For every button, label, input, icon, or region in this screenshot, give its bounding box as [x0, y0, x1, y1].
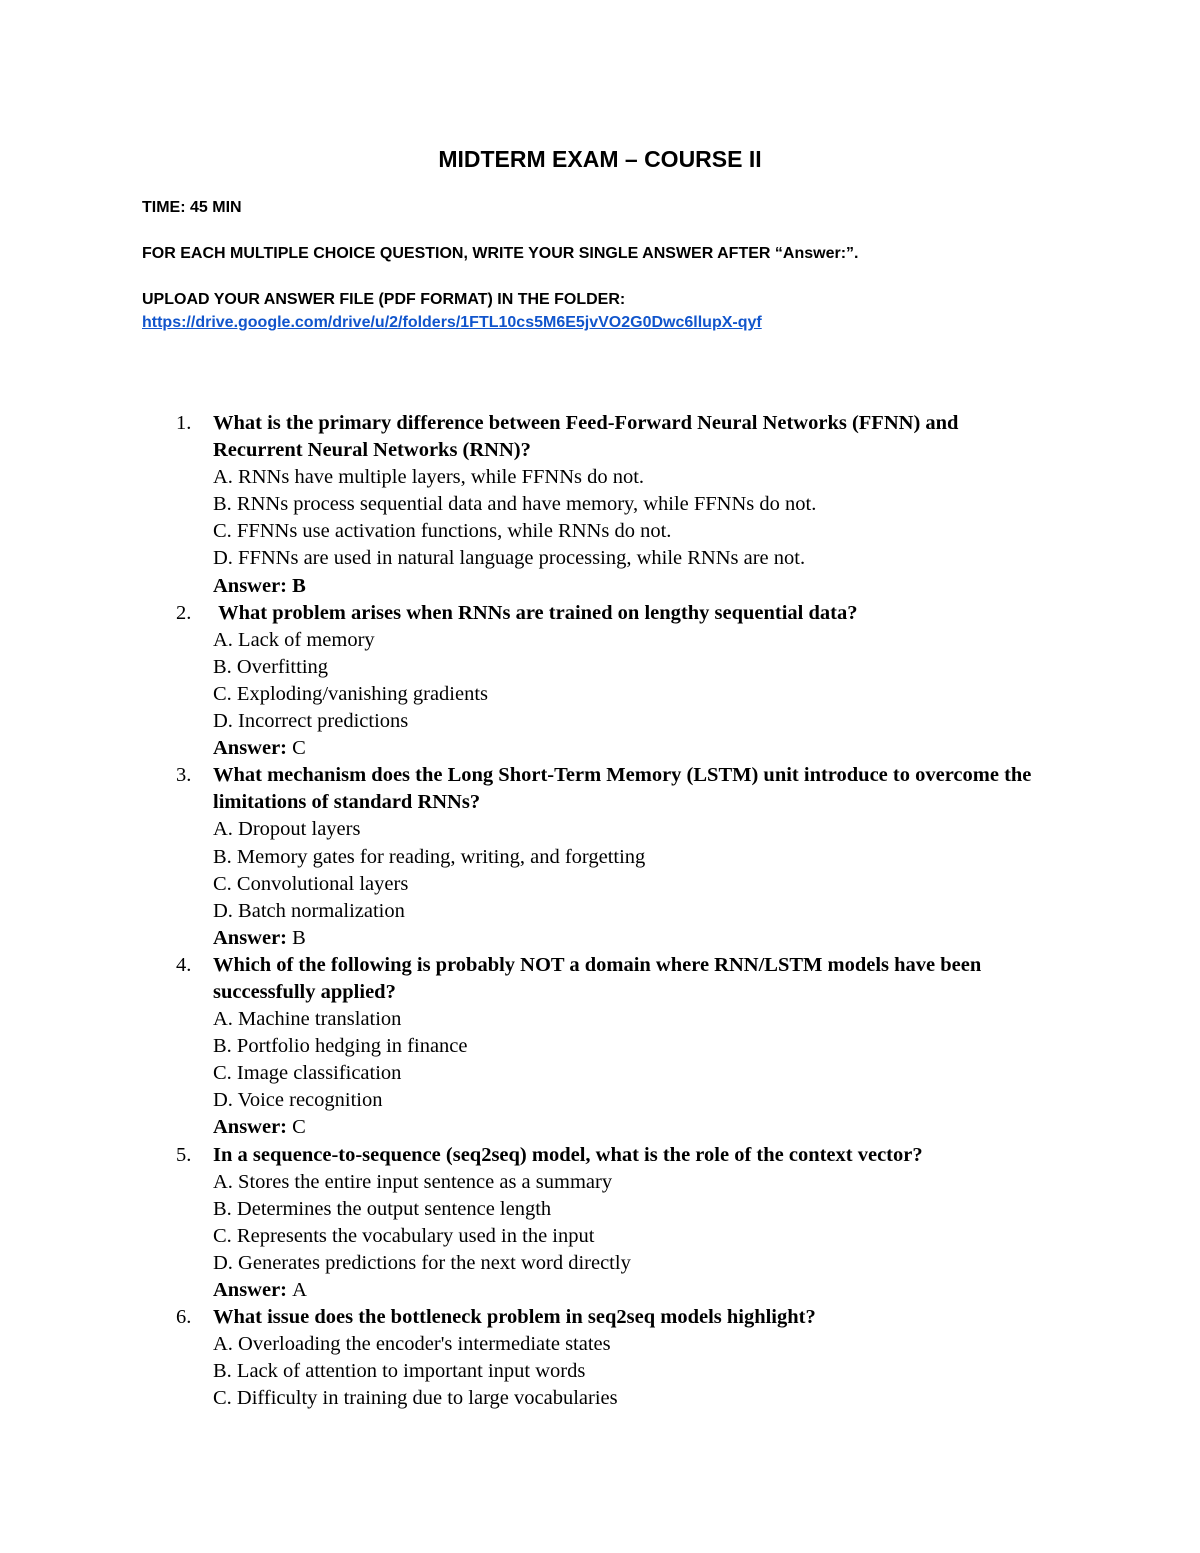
answer-value: C	[292, 737, 306, 760]
question-number: 4.	[176, 953, 192, 976]
question-text: In a sequence-to-sequence (seq2seq) model, what is the role of the context vector?	[213, 1143, 923, 1166]
question-text: What issue does the bottleneck problem in seq2seq models highlight?	[213, 1306, 816, 1329]
answer-option: A. Machine translation	[213, 1008, 402, 1031]
upload-instructions: UPLOAD YOUR ANSWER FILE (PDF FORMAT) IN THE FOLDER:	[142, 291, 626, 308]
page-title: MIDTERM EXAM – COURSE II	[438, 146, 762, 172]
answer-label: Answer:	[213, 737, 293, 760]
question-text: What problem arises when RNNs are trained on lengthy sequential data?	[213, 601, 858, 624]
question-text: Which of the following is probably NOT a domain where RNN/LSTM models have been successfully applied?	[213, 953, 987, 1003]
answer-option: D. Voice recognition	[213, 1089, 383, 1112]
answer-value: B	[292, 574, 306, 597]
answer-option: A. Overloading the encoder's intermediate states	[213, 1333, 611, 1356]
answer-option: B. Lack of attention to important input words	[213, 1360, 586, 1383]
answer-option: C. Convolutional layers	[213, 872, 409, 895]
answer-option: C. FFNNs use activation functions, while RNNs do not.	[213, 520, 672, 543]
answer-option: A. Stores the entire input sentence as a summary	[213, 1170, 613, 1193]
question-number: 5.	[176, 1143, 192, 1166]
upload-folder-link[interactable]: https://drive.google.com/drive/u/2/folders/1FTL10cs5M6E5jvVO2G0Dwc6llupX-qyf	[142, 314, 762, 331]
question-item	[0, 410, 1200, 600]
answer-label: Answer:	[213, 926, 293, 949]
answer-option: A. Lack of memory	[213, 628, 375, 651]
answer-option: D. Batch normalization	[213, 899, 405, 922]
question-item	[0, 762, 1200, 952]
question-item	[0, 952, 1200, 1142]
answer-line	[213, 1114, 1200, 1141]
answer-value: B	[292, 926, 306, 949]
answer-option: A. RNNs have multiple layers, while FFNNs do not.	[213, 466, 645, 489]
answer-option: C. Exploding/vanishing gradients	[213, 682, 489, 705]
question-text: What mechanism does the Long Short-Term Memory (LSTM) unit introduce to overcome the limitations of standard RNNs?	[213, 764, 1037, 814]
question-item	[0, 1304, 1200, 1412]
answer-label: Answer:	[213, 1279, 293, 1301]
answer-option: B. RNNs process sequential data and have memory, while FFNNs do not.	[213, 493, 817, 516]
question-number: 6.	[176, 1306, 192, 1329]
question-item	[0, 1142, 1200, 1305]
answer-line	[213, 1277, 1200, 1304]
answer-option: C. Difficulty in training due to large vocabularies	[213, 1387, 618, 1410]
question-item	[0, 600, 1200, 763]
question-list	[0, 410, 1200, 1412]
answer-option: B. Portfolio hedging in finance	[213, 1035, 468, 1058]
question-text: What is the primary difference between Feed-Forward Neural Networks (FFNN) and Recurrent Neural Networks (RNN)?	[213, 412, 964, 462]
answer-option: B. Memory gates for reading, writing, and forgetting	[213, 845, 646, 868]
answer-line	[213, 735, 1200, 762]
question-number: 1.	[176, 412, 192, 434]
instructions: FOR EACH MULTIPLE CHOICE QUESTION, WRITE YOUR SINGLE ANSWER AFTER “Answer:”.	[142, 245, 859, 262]
answer-label: Answer:	[213, 1116, 293, 1139]
answer-option: B. Overfitting	[213, 655, 329, 678]
answer-option: C. Image classification	[213, 1062, 402, 1085]
answer-option: B. Determines the output sentence length	[213, 1197, 552, 1220]
answer-option: D. FFNNs are used in natural language processing, while RNNs are not.	[213, 547, 806, 570]
answer-label: Answer:	[213, 574, 293, 597]
answer-option: D. Generates predictions for the next word directly	[213, 1251, 631, 1274]
answer-line	[213, 925, 1200, 952]
answer-value: C	[292, 1116, 306, 1139]
answer-option: D. Incorrect predictions	[213, 710, 409, 733]
answer-value: A	[292, 1279, 307, 1301]
time-limit: TIME: 45 MIN	[142, 199, 242, 216]
answer-option: A. Dropout layers	[213, 818, 361, 841]
question-number: 2.	[176, 601, 192, 624]
answer-line	[213, 573, 1200, 600]
question-number: 3.	[176, 764, 192, 787]
answer-option: C. Represents the vocabulary used in the input	[213, 1224, 595, 1247]
